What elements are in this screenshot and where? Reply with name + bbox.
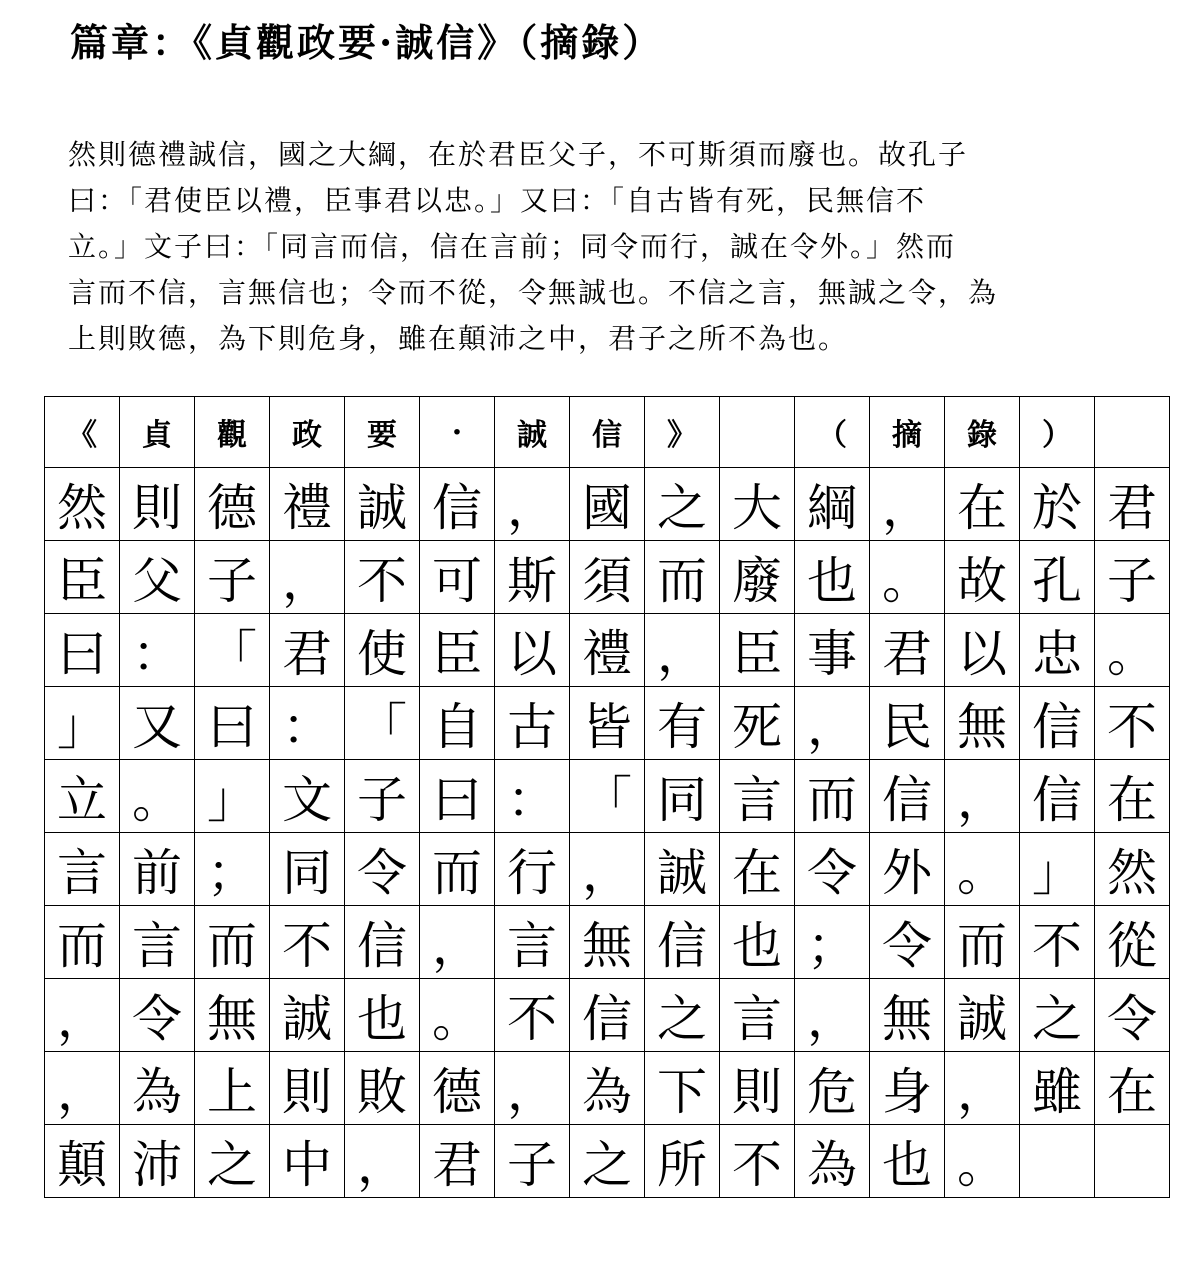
grid-cell: 而 bbox=[45, 906, 120, 979]
grid-cell: 自 bbox=[420, 687, 495, 760]
grid-cell: ， bbox=[495, 1052, 570, 1125]
grid-cell: 誠 bbox=[345, 468, 420, 541]
grid-header-cell: 信 bbox=[570, 397, 645, 468]
grid-cell: 誠 bbox=[645, 833, 720, 906]
grid-cell: ， bbox=[420, 906, 495, 979]
grid-row bbox=[45, 468, 1170, 541]
grid-cell: 無 bbox=[570, 906, 645, 979]
grid-cell: 令 bbox=[345, 833, 420, 906]
grid-cell: 之 bbox=[570, 1125, 645, 1198]
grid-cell: 德 bbox=[195, 468, 270, 541]
grid-cell: ： bbox=[270, 687, 345, 760]
grid-row bbox=[45, 906, 1170, 979]
grid-cell: 誠 bbox=[945, 979, 1020, 1052]
grid-cell: 而 bbox=[795, 760, 870, 833]
grid-cell: 皆 bbox=[570, 687, 645, 760]
grid-cell bbox=[1020, 1125, 1095, 1198]
grid-cell: 「 bbox=[345, 687, 420, 760]
grid-cell: ， bbox=[45, 1052, 120, 1125]
grid-cell: 不 bbox=[1020, 906, 1095, 979]
grid-cell: 又 bbox=[120, 687, 195, 760]
grid-cell: 不 bbox=[1095, 687, 1170, 760]
grid-header-cell: 錄 bbox=[945, 397, 1020, 468]
grid-header-cell: 貞 bbox=[120, 397, 195, 468]
grid-cell: 言 bbox=[45, 833, 120, 906]
grid-cell: 以 bbox=[945, 614, 1020, 687]
grid-row bbox=[45, 979, 1170, 1052]
passage-text bbox=[68, 132, 1168, 362]
grid-cell: 立 bbox=[45, 760, 120, 833]
grid-cell: ： bbox=[120, 614, 195, 687]
grid-cell: ， bbox=[495, 468, 570, 541]
grid-cell: 為 bbox=[570, 1052, 645, 1125]
grid-cell: 臣 bbox=[720, 614, 795, 687]
grid-header-cell: 政 bbox=[270, 397, 345, 468]
grid-cell: 誠 bbox=[270, 979, 345, 1052]
grid-cell: 君 bbox=[1095, 468, 1170, 541]
grid-cell: 信 bbox=[345, 906, 420, 979]
grid-cell: 父 bbox=[120, 541, 195, 614]
grid-cell: 令 bbox=[795, 833, 870, 906]
grid-header-cell: 摘 bbox=[870, 397, 945, 468]
grid-cell: ， bbox=[570, 833, 645, 906]
grid-cell: 斯 bbox=[495, 541, 570, 614]
grid-cell: 信 bbox=[870, 760, 945, 833]
grid-header-cell: · bbox=[420, 397, 495, 468]
grid-cell: 。 bbox=[945, 1125, 1020, 1198]
grid-cell: 信 bbox=[1020, 687, 1095, 760]
grid-cell: ， bbox=[870, 468, 945, 541]
grid-cell: 前 bbox=[120, 833, 195, 906]
grid-cell: 危 bbox=[795, 1052, 870, 1125]
grid-cell: 可 bbox=[420, 541, 495, 614]
grid-cell: 然 bbox=[45, 468, 120, 541]
grid-cell: 廢 bbox=[720, 541, 795, 614]
grid-header-cell: （ bbox=[795, 397, 870, 468]
grid-cell: 則 bbox=[270, 1052, 345, 1125]
grid-cell: 死 bbox=[720, 687, 795, 760]
grid-cell: 以 bbox=[495, 614, 570, 687]
grid-cell: 。 bbox=[870, 541, 945, 614]
grid-cell: 「 bbox=[195, 614, 270, 687]
grid-cell: 。 bbox=[420, 979, 495, 1052]
grid-cell: 顛 bbox=[45, 1125, 120, 1198]
grid-cell: 古 bbox=[495, 687, 570, 760]
grid-cell: 外 bbox=[870, 833, 945, 906]
grid-cell: 然 bbox=[1095, 833, 1170, 906]
grid-cell: 德 bbox=[420, 1052, 495, 1125]
grid-cell: 敗 bbox=[345, 1052, 420, 1125]
grid-cell: ， bbox=[345, 1125, 420, 1198]
grid-cell: 曰 bbox=[45, 614, 120, 687]
grid-cell: 信 bbox=[570, 979, 645, 1052]
grid-cell: 在 bbox=[720, 833, 795, 906]
grid-cell: 而 bbox=[195, 906, 270, 979]
grid-cell: 。 bbox=[945, 833, 1020, 906]
grid-cell: 身 bbox=[870, 1052, 945, 1125]
grid-cell: 雖 bbox=[1020, 1052, 1095, 1125]
grid-cell: 使 bbox=[345, 614, 420, 687]
grid-cell: 君 bbox=[420, 1125, 495, 1198]
grid-cell: 不 bbox=[345, 541, 420, 614]
grid-cell: ， bbox=[645, 614, 720, 687]
grid-header-cell bbox=[720, 397, 795, 468]
grid-cell: 為 bbox=[120, 1052, 195, 1125]
grid-row bbox=[45, 614, 1170, 687]
grid-cell: 之 bbox=[1020, 979, 1095, 1052]
grid-cell: 令 bbox=[120, 979, 195, 1052]
grid-cell: 同 bbox=[270, 833, 345, 906]
grid-cell: 則 bbox=[720, 1052, 795, 1125]
grid-cell: 之 bbox=[645, 468, 720, 541]
grid-cell: 而 bbox=[420, 833, 495, 906]
grid-cell: ， bbox=[795, 979, 870, 1052]
grid-cell: 曰 bbox=[420, 760, 495, 833]
grid-header-cell: ） bbox=[1020, 397, 1095, 468]
grid-cell: ： bbox=[495, 760, 570, 833]
grid-cell: 在 bbox=[1095, 1052, 1170, 1125]
grid-header-cell: 《 bbox=[45, 397, 120, 468]
grid-cell: 無 bbox=[870, 979, 945, 1052]
page-title: 篇章：《貞觀政要·誠信》（摘錄） bbox=[70, 20, 664, 65]
grid-cell: 。 bbox=[1095, 614, 1170, 687]
grid-cell: 綱 bbox=[795, 468, 870, 541]
grid-cell: ； bbox=[195, 833, 270, 906]
grid-cell: 孔 bbox=[1020, 541, 1095, 614]
grid-cell: 令 bbox=[1095, 979, 1170, 1052]
grid-cell: 從 bbox=[1095, 906, 1170, 979]
grid-cell: 無 bbox=[195, 979, 270, 1052]
grid-cell: 子 bbox=[1095, 541, 1170, 614]
grid-cell: 也 bbox=[345, 979, 420, 1052]
grid-cell: 言 bbox=[495, 906, 570, 979]
grid-cell: ， bbox=[270, 541, 345, 614]
passage-line: 立。」文子曰：「同言而信，信在言前；同令而行，誠在令外。」然而 bbox=[68, 230, 957, 263]
grid-cell: 沛 bbox=[120, 1125, 195, 1198]
grid-cell: 信 bbox=[1020, 760, 1095, 833]
grid-header-cell: 誠 bbox=[495, 397, 570, 468]
grid-cell: 而 bbox=[645, 541, 720, 614]
grid-header-cell: 觀 bbox=[195, 397, 270, 468]
grid-cell: ， bbox=[945, 1052, 1020, 1125]
grid-cell: 信 bbox=[645, 906, 720, 979]
grid-cell: 「 bbox=[570, 760, 645, 833]
grid-header-row bbox=[45, 397, 1170, 468]
grid-cell: 君 bbox=[870, 614, 945, 687]
grid-cell: 須 bbox=[570, 541, 645, 614]
grid-cell bbox=[1095, 1125, 1170, 1198]
grid-cell: 子 bbox=[195, 541, 270, 614]
grid-row bbox=[45, 833, 1170, 906]
grid-cell: 事 bbox=[795, 614, 870, 687]
grid-cell: 文 bbox=[270, 760, 345, 833]
grid-cell: 忠 bbox=[1020, 614, 1095, 687]
grid-cell: 同 bbox=[645, 760, 720, 833]
grid-cell: ； bbox=[795, 906, 870, 979]
grid-cell: 臣 bbox=[45, 541, 120, 614]
grid-cell: 」 bbox=[45, 687, 120, 760]
grid-cell: 曰 bbox=[195, 687, 270, 760]
grid-cell: 也 bbox=[720, 906, 795, 979]
passage-line: 言而不信，言無信也；令而不從，令無誠也。不信之言，無誠之令，為 bbox=[68, 276, 999, 309]
grid-cell: 也 bbox=[795, 541, 870, 614]
grid-cell: 言 bbox=[720, 979, 795, 1052]
grid-cell: 不 bbox=[270, 906, 345, 979]
grid-cell: 上 bbox=[195, 1052, 270, 1125]
grid-cell: 中 bbox=[270, 1125, 345, 1198]
grid-cell: 無 bbox=[945, 687, 1020, 760]
grid-cell: 也 bbox=[870, 1125, 945, 1198]
grid-cell: 子 bbox=[495, 1125, 570, 1198]
grid-cell: 不 bbox=[720, 1125, 795, 1198]
grid-cell: 下 bbox=[645, 1052, 720, 1125]
grid-header-cell: 要 bbox=[345, 397, 420, 468]
grid-header-cell: 》 bbox=[645, 397, 720, 468]
grid-cell: 故 bbox=[945, 541, 1020, 614]
grid-cell: 民 bbox=[870, 687, 945, 760]
passage-line: 然則德禮誠信，國之大綱，在於君臣父子，不可斯須而廢也。故孔子 bbox=[68, 138, 969, 171]
grid-header-cell bbox=[1095, 397, 1170, 468]
grid-cell: 」 bbox=[1020, 833, 1095, 906]
grid-cell: 而 bbox=[945, 906, 1020, 979]
grid-row bbox=[45, 541, 1170, 614]
grid-cell: 所 bbox=[645, 1125, 720, 1198]
grid-cell: 為 bbox=[795, 1125, 870, 1198]
grid-row bbox=[45, 1125, 1170, 1198]
grid-cell: 臣 bbox=[420, 614, 495, 687]
grid-cell: 之 bbox=[195, 1125, 270, 1198]
passage-line: 上則敗德，為下則危身，雖在顛沛之中，君子之所不為也。 bbox=[68, 322, 849, 355]
writing-practice-grid bbox=[44, 396, 1170, 1198]
grid-cell: ， bbox=[45, 979, 120, 1052]
grid-cell: 子 bbox=[345, 760, 420, 833]
grid-cell: 禮 bbox=[270, 468, 345, 541]
grid-cell: 大 bbox=[720, 468, 795, 541]
grid-cell: 令 bbox=[870, 906, 945, 979]
grid-cell: 在 bbox=[945, 468, 1020, 541]
grid-cell: 。 bbox=[120, 760, 195, 833]
grid-cell: 君 bbox=[270, 614, 345, 687]
grid-cell: ， bbox=[945, 760, 1020, 833]
grid-cell: 則 bbox=[120, 468, 195, 541]
grid-cell: 在 bbox=[1095, 760, 1170, 833]
grid-cell: 禮 bbox=[570, 614, 645, 687]
grid-cell: 於 bbox=[1020, 468, 1095, 541]
grid-cell: 有 bbox=[645, 687, 720, 760]
passage-line: 曰：「君使臣以禮，臣事君以忠。」又曰：「自古皆有死，民無信不 bbox=[68, 184, 927, 217]
grid-row bbox=[45, 760, 1170, 833]
grid-cell: 之 bbox=[645, 979, 720, 1052]
grid-cell: 」 bbox=[195, 760, 270, 833]
grid-row bbox=[45, 1052, 1170, 1125]
grid-cell: ， bbox=[795, 687, 870, 760]
grid-row bbox=[45, 687, 1170, 760]
grid-cell: 信 bbox=[420, 468, 495, 541]
grid-cell: 國 bbox=[570, 468, 645, 541]
grid-cell: 行 bbox=[495, 833, 570, 906]
grid-cell: 言 bbox=[720, 760, 795, 833]
grid-cell: 不 bbox=[495, 979, 570, 1052]
grid-cell: 言 bbox=[120, 906, 195, 979]
